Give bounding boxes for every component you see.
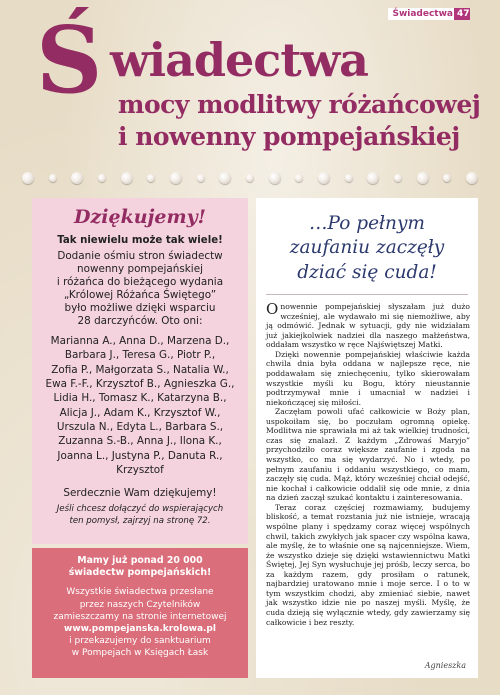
info-text xyxy=(32,586,248,659)
info-line: Wszystkie świadectwa przesłane xyxy=(66,587,214,598)
quote-line: dziać się cuda! xyxy=(297,261,437,283)
donor-line: Krzysztof xyxy=(116,464,164,477)
thanks-intro xyxy=(32,250,248,328)
pearl-bead xyxy=(318,172,330,184)
pearl-bead xyxy=(246,174,254,182)
quote-line: zaufaniu zaczęły xyxy=(289,237,445,259)
donor-line: Lidia H., Tomasz K., Katarzyna B., xyxy=(53,392,227,405)
intro-line: było możliwe dzięki wsparciu xyxy=(64,301,216,314)
drop-cap: O xyxy=(266,300,279,318)
intro-line: 28 darczyńców. Oto oni: xyxy=(77,314,203,327)
info-heading-line: Mamy już ponad 20 000 xyxy=(77,555,203,566)
article-paragraph: Zaczęłam powoli ufać całkowicie w Boży plan, uspokoiłam się, bo poczułam ogromną opiekę. Modlitwa nie sprawiała mi aż tak wielkiej trudności, czas się znalazł. Z każdym „Zdrowaś Maryjo” przychodziło coraz większe zaufanie i zgoda na wszystko, co ma się wydarzyć. No i wtedy, po pełnym zaufaniu i oddaniu wszystkiego, co mam, zaczęły się cuda. Mąż, który wcześniej chciał odejść, nie kochał i całkowicie oddalił się ode mnie, z dnia na dzień zaczął szukać kontaktu i zainteresowania. xyxy=(266,407,470,503)
pearl-bead xyxy=(98,174,106,182)
pearl-bead xyxy=(121,172,133,184)
section-label: Świadectwa xyxy=(388,8,456,20)
donor-line: Ewa F.-F., Krzysztof B., Agnieszka G., xyxy=(45,377,235,390)
pearl-bead xyxy=(295,174,303,182)
gratitude-text: Serdecznie Wam dziękujemy! xyxy=(63,487,217,500)
author-signature: Agnieszka xyxy=(424,661,466,670)
thanks-lead: Tak niewielu może tak wiele! xyxy=(57,234,223,246)
thanks-panel xyxy=(32,198,248,544)
article-paragraph xyxy=(266,302,470,350)
pearl-bead xyxy=(394,174,402,182)
note-line: ten pomysł, zajrzyj na stronę 72. xyxy=(69,515,211,526)
info-line: w Pompejach w Księgach Łask xyxy=(71,648,209,659)
info-line: i przekazujemy do sanktuarium xyxy=(69,636,211,646)
info-line: zamieszczamy na stronie internetowej xyxy=(53,611,227,622)
info-heading xyxy=(32,555,248,579)
donor-line: Joanna L., Justyna P., Danuta R., xyxy=(57,449,223,462)
page-number: 47 xyxy=(454,8,470,20)
website-link[interactable]: www.pompejanska.krolowa.pl xyxy=(64,623,216,634)
paragraph-text: nowennie pompejańskiej słyszałam już dużo wcześniej, ale wydawało mi się niemożliwe, aby ją odmówić. Jednak w sytuacji, gdy nie widziałam już jakiejkolwiek nadziei dla naszego małżeństwa, oddałam wszystko w ręce Najświętszej Matki. xyxy=(266,302,470,350)
pull-quote xyxy=(256,212,478,285)
title-initial: Ś xyxy=(36,6,103,114)
intro-line: Dodanie ośmiu stron świadectw xyxy=(57,249,223,262)
pearl-bead xyxy=(269,172,281,184)
donor-line: Zofia P., Małgorzata S., Natalia W., xyxy=(51,363,229,376)
quote-divider xyxy=(266,294,468,295)
pearl-bead xyxy=(71,172,83,184)
intro-line: nowenny pompejańskiej xyxy=(77,262,203,275)
intro-line: „Królowej Różańca Świętego” xyxy=(63,288,217,301)
pearl-bead xyxy=(466,172,478,184)
info-line: przez naszych Czytelników xyxy=(79,599,201,610)
article-body xyxy=(266,302,470,627)
pearl-bead xyxy=(170,172,182,184)
quote-line: …Po pełnym xyxy=(309,213,425,234)
testimonies-info-box xyxy=(32,548,248,678)
subtitle-line-1: mocy modlitwy różańcowej xyxy=(118,90,481,119)
donor-line: Marianna A., Anna D., Marzena D., xyxy=(50,334,230,347)
testimony-article xyxy=(256,198,478,678)
pearl-bead xyxy=(22,172,34,184)
info-heading-line: świadectw pompejańskich! xyxy=(68,567,212,579)
thanks-heading: Dziękujemy! xyxy=(74,206,206,228)
page-title: wiadectwa xyxy=(110,33,368,87)
donor-line: Alicja J., Adam K., Krzysztof W., xyxy=(59,406,221,419)
subtitle-line-2: i nowenny pompejańskiej xyxy=(118,122,460,151)
pearl-bead xyxy=(443,174,451,182)
article-paragraph: Teraz coraz częściej rozmawiamy, budujemy bliskość, a temat rozstania już nie istnieje, wracają wspólne plany i spędzamy coraz więcej wspólnych chwil, takich zwykłych jak spacer czy wspólna kawa, ale myślę, że to właśnie one są najcenniejsze. Wiem, że wszystko dzieje się dzięki wstawiennictwu Matki Świętej, Jej Syn wysłuchuje jej próśb, leczy serca, bo za każdym razem, gdy prosiłam o ratunek, najbardziej uratowano mnie i moje serce. I o to w tym wszystkim chodzi, aby zmieniać siebie, nawet jak wszystko idzie nie po naszej myśli. Myślę, że cuda dzieją się wyłącznie wtedy, gdy zawierzamy się całkowicie i bez reszty. xyxy=(266,502,470,627)
pearl-bead xyxy=(345,174,353,182)
pearl-bead xyxy=(147,174,155,182)
note-line: Jeśli chcesz dołączyć do wspierających xyxy=(56,504,224,515)
pearl-bead xyxy=(417,172,429,184)
donor-line: Urszula N., Edyta L., Barbara S., xyxy=(56,420,224,433)
support-note xyxy=(32,504,248,526)
pearl-divider xyxy=(22,168,478,188)
pearl-bead xyxy=(219,172,231,184)
article-paragraph: Dzięki nowennie pompejańskiej właściwie każda chwila dnia była oddana w najlepsze ręce, nie poddawałam się zniechęceniu, tylko skierowałam wszystkie myśli ku Bogu, który nieustannie podtrzymywał mnie i umacniał w nadziei i niekończącej się miłości. xyxy=(266,349,470,407)
donor-list xyxy=(32,334,248,478)
pearl-bead xyxy=(49,174,57,182)
donor-line: Barbara J., Teresa G., Piotr P., xyxy=(64,349,216,362)
pearl-bead xyxy=(367,172,379,184)
pearl-bead xyxy=(197,174,205,182)
donor-line: Zuzanna S.-B., Anna J., Ilona K., xyxy=(58,435,222,448)
intro-line: i różańca do bieżącego wydania xyxy=(56,275,224,288)
